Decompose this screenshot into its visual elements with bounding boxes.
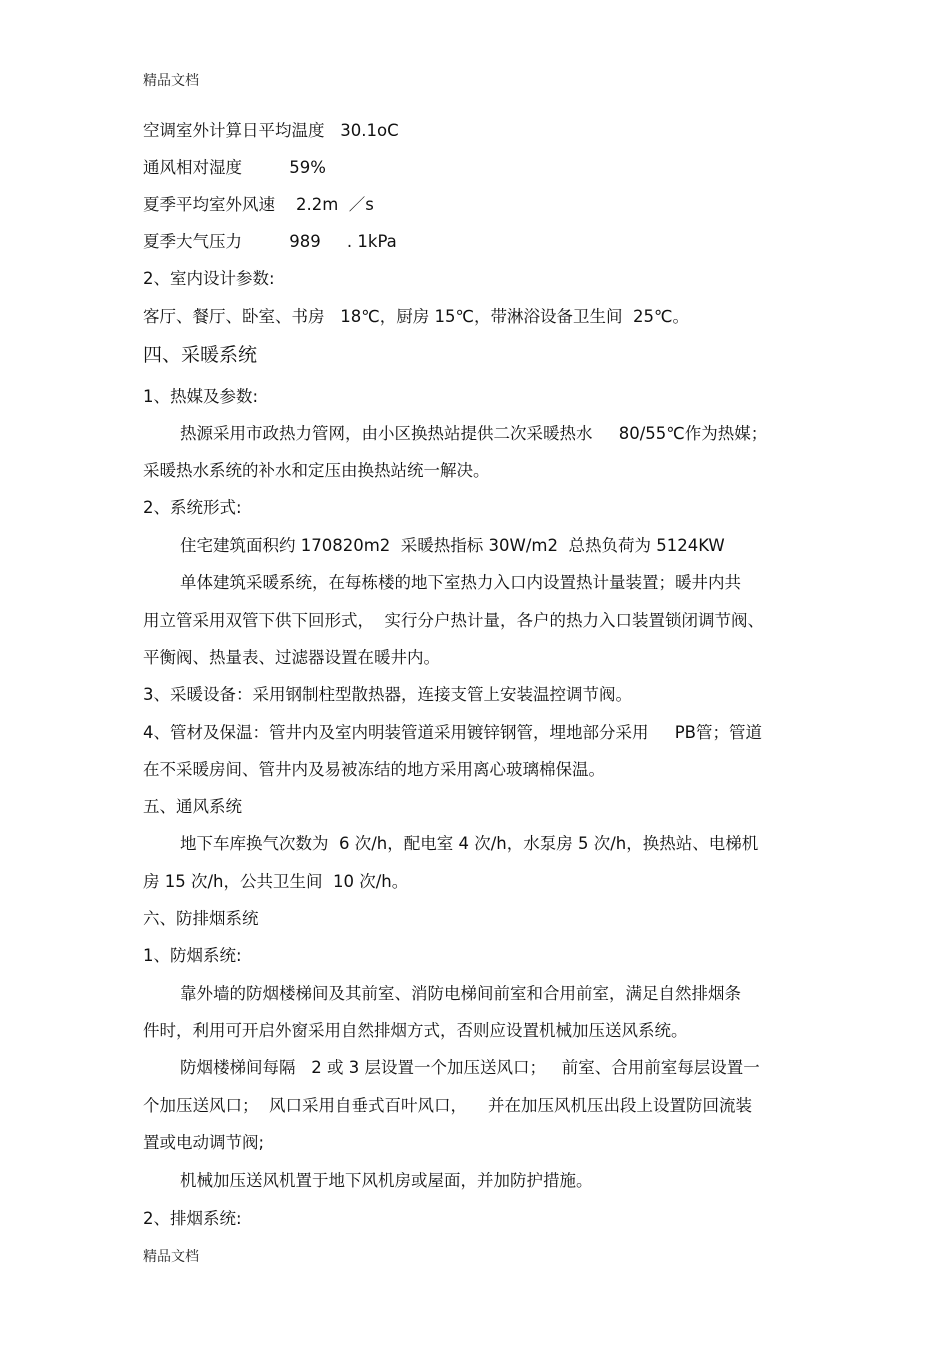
text-line: 2、室内设计参数:	[143, 269, 275, 288]
text-line: 夏季大气压力 989 . 1kPa	[143, 232, 397, 251]
text-line: 置或电动调节阀;	[143, 1133, 265, 1152]
text-line: 地下车库换气次数为 6 次/h，配电室 4 次/h，水泵房 5 次/h，换热站、电梯机	[180, 834, 759, 853]
text-line: 1、热媒及参数:	[143, 387, 259, 406]
text-line: 防烟楼梯间每隔 2 或 3 层设置一个加压送风口； 前室、合用前室每层设置一	[180, 1058, 760, 1077]
text-line: 3、采暖设备：采用钢制柱型散热器，连接支管上安装温控调节阀。	[143, 685, 632, 704]
text-line: 个加压送风口； 风口采用自垂式百叶风口， 并在加压风机压出段上设置防回流装	[143, 1096, 752, 1115]
text-line: 夏季平均室外风速 2.2m ／s	[143, 195, 374, 214]
text-line: 热源采用市政热力管网，由小区换热站提供二次采暖热水 80/55℃作为热媒；	[180, 424, 768, 443]
page-footer: 精品文档	[143, 1249, 199, 1265]
section-heading: 六、防排烟系统	[143, 909, 259, 928]
section-heading: 五、通风系统	[143, 797, 242, 816]
text-line: 4、管材及保温：管井内及室内明装管道采用镀锌钢管，埋地部分采用 PB管；管道	[143, 723, 762, 742]
text-line: 住宅建筑面积约 170820m2 采暖热指标 30W/m2 总热负荷为 5124KW	[180, 536, 725, 555]
text-line: 采暖热水系统的补水和定压由换热站统一解决。	[143, 461, 490, 480]
text-line: 用立管采用双管下供下回形式， 实行分户热计量，各户的热力入口装置锁闭调节阀、	[143, 611, 764, 630]
text-line: 2、排烟系统:	[143, 1209, 242, 1228]
section-heading: 四、采暖系统	[143, 344, 258, 366]
text-line: 在不采暖房间、管井内及易被冻结的地方采用离心玻璃棉保温。	[143, 760, 605, 779]
text-line: 房 15 次/h，公共卫生间 10 次/h。	[143, 872, 409, 891]
text-line: 靠外墙的防烟楼梯间及其前室、消防电梯间前室和合用前室，满足自然排烟条	[180, 984, 741, 1003]
text-line: 件时，利用可开启外窗采用自然排烟方式，否则应设置机械加压送风系统。	[143, 1021, 688, 1040]
text-line: 空调室外计算日平均温度 30.1oC	[143, 121, 399, 140]
text-line: 2、系统形式:	[143, 498, 242, 517]
text-line: 单体建筑采暖系统，在每栋楼的地下室热力入口内设置热计量装置；暖井内共	[180, 573, 741, 592]
text-line: 客厅、餐厅、卧室、书房 18℃，厨房 15℃，带淋浴设备卫生间 25℃。	[143, 307, 690, 326]
text-line: 通风相对湿度 59%	[143, 158, 326, 177]
text-line: 平衡阀、热量表、过滤器设置在暖井内。	[143, 648, 440, 667]
text-line: 1、防烟系统:	[143, 946, 242, 965]
text-line: 机械加压送风机置于地下风机房或屋面，并加防护措施。	[180, 1171, 593, 1190]
page-header: 精品文档	[143, 73, 199, 89]
